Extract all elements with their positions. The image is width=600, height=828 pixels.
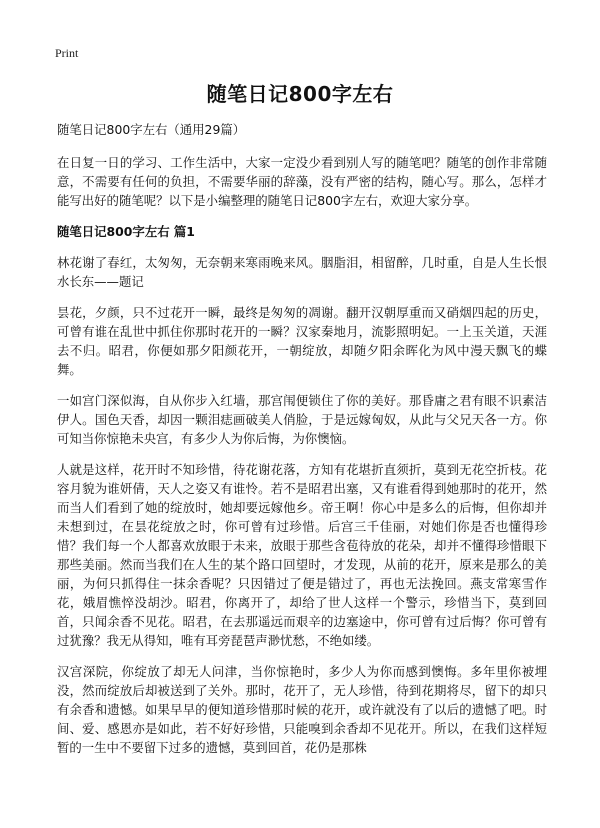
body-paragraph: 人就是这样，花开时不知珍惜，待花谢花落，方知有花堪折直须折，莫到无花空折枝。花容月貌为谁妍倩，天人之姿又有谁怜。若不是昭君出塞，又有谁看得到她那时的花开，然而当人们看到了她的绽放时，她却要远嫁他乡。帝王啊！你心中是多么的后悔，但你却并未想到过，在昙花绽放之时，你可曾有过珍惜。后宫三千佳丽，对她们你是否也懂得珍惜？我们每一个人都喜欢放眼于未来，放眼于那些含苞待放的花朵，却并不懂得珍惜眼下那些美丽。然而当我们在人生的某个路口回望时，才发现，从前的花开，原来是那么的美丽，为何只抓得住一抹余香呢？只因错过了便是错过了，再也无法挽回。燕支常寒雪作花，娥眉憔悴没胡沙。昭君，你离开了，却给了世人这样一个警示，珍惜当下，莫到回首，只闻余香不见花。昭君，在去那遥远而艰辛的边塞途中，你可曾有过后悔？你可曾有过犹豫？我无从得知，唯有耳旁琵琶声渺忧愁，不绝如缕。: [57, 462, 547, 648]
print-label[interactable]: Print: [55, 46, 79, 60]
page-title: 随笔日记800字左右: [206, 82, 394, 106]
body-paragraph: 昙花，夕颜，只不过花开一瞬，最终是匆匆的凋谢。翻开汉朝厚重而又硝烟四起的历史，可曾有谁在乱世中抓住你那时花开的一瞬？汉家秦地月，流影照明妃。一上玉关道，天涯去不归。昭君，你便如那夕阳颜花开，一朝绽放，却随夕阳余晖化为风中漫天飘飞的蝶舞。: [57, 305, 547, 377]
intro-paragraph: 在日复一日的学习、工作生活中，大家一定没少看到别人写的随笔吧？随笔的创作非常随意，不需要有任何的负担，不需要华丽的辞藻，没有严密的结构，随心写。那么，怎样才能写出好的随笔呢？以下是小编整理的随笔日记800字左右，欢迎大家分享。: [57, 155, 547, 208]
document-body: [57, 120, 547, 769]
body-paragraph: 汉宫深院，你绽放了却无人问津，当你惊艳时，多少人为你而感到懊悔。多年里你被埋没，然而绽放后却被送到了关外。那时，花开了，无人珍惜，待到花期将尽，留下的却只有余香和遗憾。如果早早的便知道珍惜那时候的花开，或许就没有了以后的遗憾了吧。时间、爱、感恩亦是如此，若不好好珍惜，只能嗅到余香却不见花开。所以，在我们这样短暂的一生中不要留下过多的遗憾，莫到回首，花仍是那株: [57, 664, 547, 755]
body-paragraph: 林花谢了春红，太匆匆，无奈朝来寒雨晚来风。胭脂泪，相留醉，几时重，自是人生长恨水长东——题记: [57, 255, 547, 289]
body-paragraph: 一如宫门深似海，自从你步入红墙，那宫闱便锁住了你的美好。那昏庸之君有眼不识素洁伊人。国色天香，却因一颗泪痣画破美人俏脸，于是远嫁匈奴，从此与父兄天各一方。你可知当你惊艳未央宫，有多少人为你后悔，为你懊恼。: [57, 393, 547, 446]
document-subtitle: 随笔日记800字左右（通用29篇）: [57, 122, 246, 137]
section-heading: 随笔日记800字左右 篇1: [57, 224, 195, 239]
